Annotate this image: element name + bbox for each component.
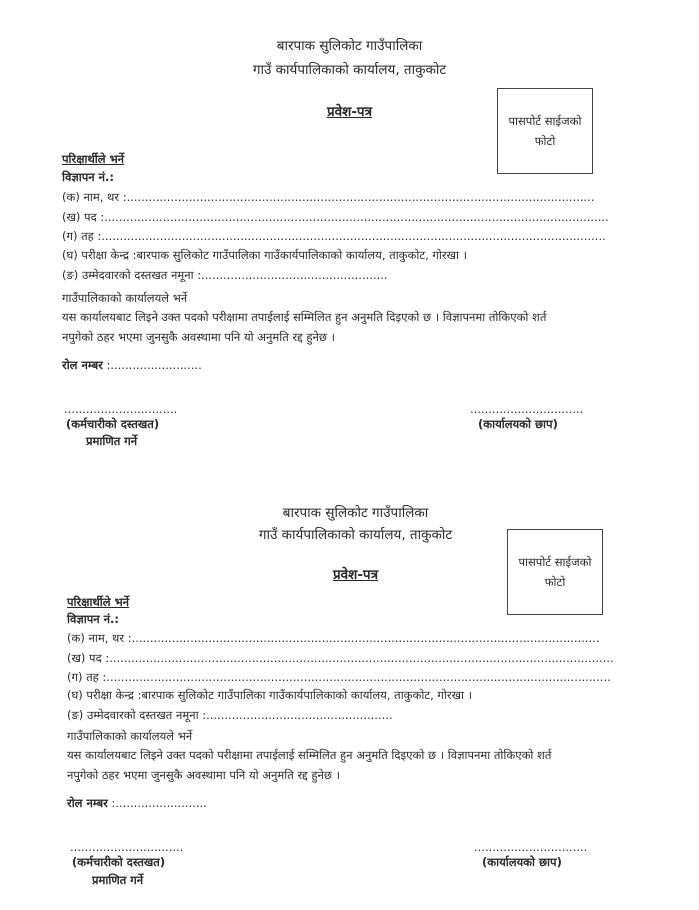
exam-center-field: (घ) परीक्षा केन्द्र :बारपाक सुलिकोट गाउँपालिका गाउँकार्यपालिकाको कार्यालय, ताकुकोट, गोरखा । bbox=[67, 688, 472, 702]
office-name: बारपाक सुलिकोट गाउँपालिका bbox=[276, 38, 423, 54]
roll-number-field[interactable] bbox=[67, 796, 207, 811]
roll-number-field[interactable] bbox=[62, 358, 202, 373]
office-address: गाउँ कार्यपालिकाको कार्यालय, ताकुकोट bbox=[258, 527, 453, 543]
office-stamp-label: (कार्यालयको छाप) bbox=[478, 417, 558, 431]
employee-signature-label: (कर्मचारीको दस्तखत) bbox=[66, 417, 160, 431]
level-field[interactable]: (ग) तह :.......................................................................................................................................... bbox=[62, 229, 606, 243]
permission-text-line1: यस कार्यालयबाट लिइने उक्त पदको परीक्षामा तपाईलाई सम्मिलित हुन अनुमति दिइएको छ । विज्ञापनमा तोकिएको शर्त bbox=[62, 310, 547, 324]
admit-card-title: प्रवेश-पत्र bbox=[332, 567, 379, 583]
passport-photo-box bbox=[507, 529, 603, 615]
roll-number-label: रोल नम्बर bbox=[67, 796, 108, 810]
candidate-section-heading: परिक्षार्थीले भर्ने bbox=[62, 152, 125, 166]
roll-number-dots: :......................... bbox=[111, 796, 207, 810]
photo-label-line1: पासपोर्ट साईजको bbox=[518, 555, 592, 569]
passport-photo-box bbox=[497, 88, 593, 174]
office-stamp-line: ............................... bbox=[474, 840, 588, 854]
candidate-section-heading: परिक्षार्थीले भर्ने bbox=[67, 595, 130, 609]
admit-card-bottom bbox=[0, 455, 699, 910]
office-stamp-line: ............................... bbox=[470, 402, 584, 416]
candidate-signature-field[interactable]: (ङ) उम्मेदवारको दस्तखत नमूना :................................................... bbox=[62, 268, 388, 282]
certify-label: प्रमाणित गर्ने bbox=[92, 873, 144, 887]
employee-signature-line: ............................... bbox=[64, 402, 178, 416]
candidate-signature-field[interactable]: (ङ) उम्मेदवारको दस्तखत नमूना :................................................... bbox=[67, 708, 393, 722]
employee-signature-label: (कर्मचारीको दस्तखत) bbox=[72, 855, 166, 869]
office-stamp-label: (कार्यालयको छाप) bbox=[482, 855, 562, 869]
permission-text-line2: नपुगेको ठहर भएमा जुनसुकै अवस्थामा पनि यो अनुमति रद्द हुनेछ । bbox=[67, 768, 340, 782]
name-field[interactable]: (क) नाम, थर :................................................................................................................................ bbox=[62, 190, 595, 204]
office-address: गाउँ कार्यपालिकाको कार्यालय, ताकुकोट bbox=[252, 62, 447, 78]
office-section-heading: गाउँपालिकाको कार्यालयले भर्ने bbox=[67, 729, 193, 743]
photo-label-line2: फोटो bbox=[534, 134, 556, 148]
office-section-heading: गाउँपालिकाको कार्यालयले भर्ने bbox=[62, 291, 188, 305]
photo-label-line1: पासपोर्ट साईजको bbox=[508, 114, 582, 128]
level-field[interactable]: (ग) तह :.......................................................................................................................................... bbox=[67, 670, 611, 684]
advertisement-number: विज्ञापन नं.: bbox=[67, 612, 119, 626]
post-field[interactable]: (ख) पद :.......................................................................................................................................... bbox=[62, 210, 609, 224]
employee-signature-line: ............................... bbox=[70, 840, 184, 854]
name-field[interactable]: (क) नाम, थर :................................................................................................................................ bbox=[67, 631, 600, 645]
roll-number-label: रोल नम्बर bbox=[62, 358, 103, 372]
permission-text-line1: यस कार्यालयबाट लिइने उक्त पदको परीक्षामा तपाईलाई सम्मिलित हुन अनुमति दिइएको छ । विज्ञापनमा तोकिएको शर्त bbox=[67, 748, 552, 762]
post-field[interactable]: (ख) पद :.......................................................................................................................................... bbox=[67, 651, 614, 665]
office-name: बारपाक सुलिकोट गाउँपालिका bbox=[282, 505, 429, 521]
admit-card-title: प्रवेश-पत्र bbox=[326, 104, 373, 120]
roll-number-dots: :......................... bbox=[106, 358, 202, 372]
certify-label: प्रमाणित गर्ने bbox=[86, 434, 138, 448]
permission-text-line2: नपुगेको ठहर भएमा जुनसुकै अवस्थामा पनि यो अनुमति रद्द हुनेछ । bbox=[62, 330, 335, 344]
exam-center-field: (घ) परीक्षा केन्द्र :बारपाक सुलिकोट गाउँपालिका गाउँकार्यपालिकाको कार्यालय, ताकुकोट, गोरखा । bbox=[62, 248, 467, 262]
photo-label-line2: फोटो bbox=[544, 575, 566, 589]
advertisement-number: विज्ञापन नं.: bbox=[62, 170, 114, 184]
